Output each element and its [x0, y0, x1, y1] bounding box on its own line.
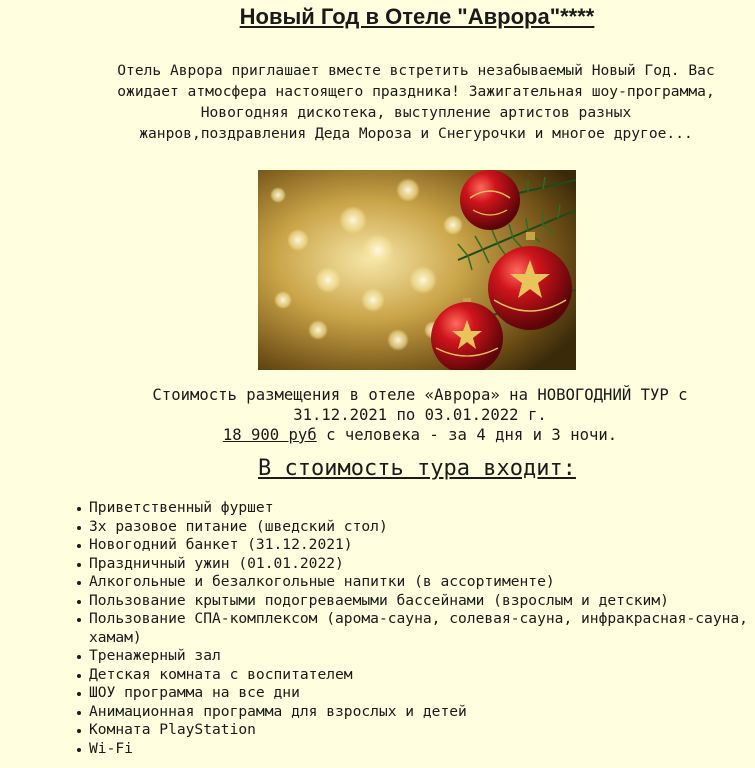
list-item: Тренажерный зал — [89, 647, 749, 666]
list-item: Wi-Fi — [89, 740, 749, 759]
price-info — [92, 385, 748, 445]
intro-text — [74, 60, 755, 144]
intro-line: жанров,поздравления Деда Мороза и Снегурочки и многое другое... — [139, 125, 693, 142]
list-item: Комната PlayStation — [89, 721, 749, 740]
list-item: 3х разовое питание (шведский стол) — [89, 518, 749, 537]
list-item: Новогодний банкет (31.12.2021) — [89, 536, 749, 555]
includes-heading: В стоимость тура входит: — [258, 456, 576, 481]
list-item: ШОУ программа на все дни — [89, 684, 749, 703]
price-amount: 18 900 руб — [222, 426, 317, 444]
christmas-ornaments-image — [258, 170, 576, 370]
price-dates: 31.12.2021 по 03.01.2022 г. — [293, 406, 547, 424]
page-title: Новый Год в Отеле "Аврора"**** — [239, 4, 595, 29]
intro-line: Отель Аврора приглашает вместе встретить незабываемый Новый Год. Вас — [117, 62, 715, 79]
ornaments-illustration — [258, 170, 576, 370]
intro-line: Новогодняя дискотека, выступление артистов разных — [200, 104, 632, 121]
list-item: Алкогольные и безалкогольные напитки (в ассортименте) — [89, 573, 749, 592]
price-line: Стоимость размещения в отеле «Аврора» на НОВОГОДНИЙ ТУР с — [152, 386, 688, 404]
list-item: Детская комната с воспитателем — [89, 666, 749, 685]
list-item: Пользование СПА-комплексом (арома-сауна, солевая-сауна, инфракрасная-сауна, хамам) — [89, 610, 748, 646]
intro-line: ожидает атмосфера настоящего праздника! Зажигательная шоу-программа, — [117, 83, 715, 100]
red-ornament-ball — [460, 170, 520, 230]
price-suffix: с человека - за 4 дня и 3 ночи. — [316, 426, 618, 444]
includes-list — [89, 499, 749, 758]
list-item: Приветственный фуршет — [89, 499, 749, 518]
list-item: Праздничный ужин (01.01.2022) — [89, 555, 749, 574]
list-item: Пользование крытыми подогреваемыми бассейнами (взрослым и детским) — [89, 592, 749, 611]
list-item: Анимационная программа для взрослых и детей — [89, 703, 749, 722]
